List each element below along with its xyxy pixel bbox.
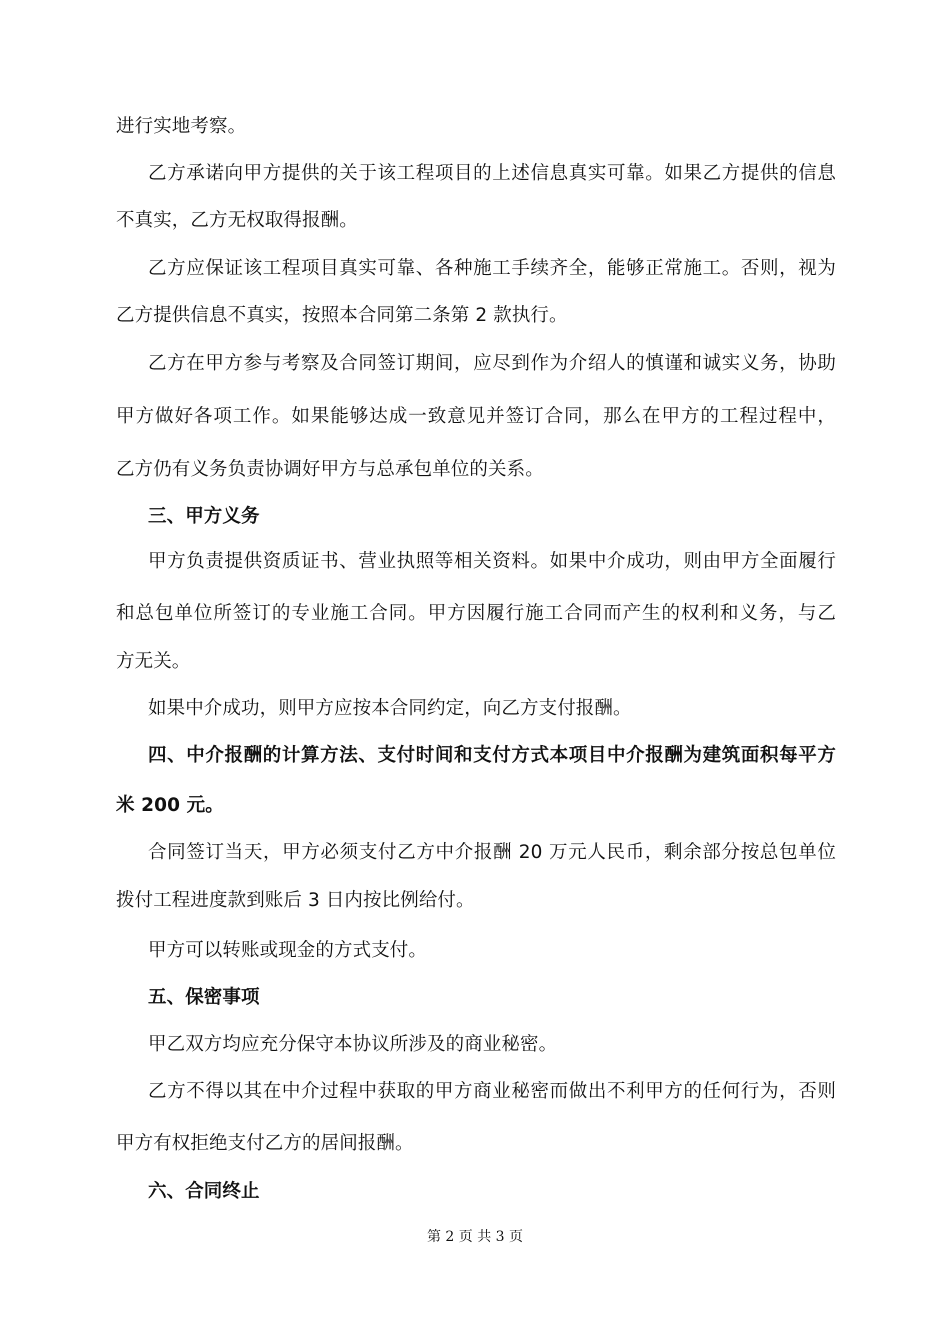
paragraph-line: 乙方在甲方参与考察及合同签订期间，应尽到作为介绍人的慎谨和诚实义务，协助 (148, 353, 836, 374)
paragraph-line: 方无关。 (116, 651, 191, 672)
paragraph-line: 乙方不得以其在中介过程中获取的甲方商业秘密而做出不利甲方的任何行为，否则 (148, 1081, 836, 1102)
paragraph-line: 乙方应保证该工程项目真实可靠、各种施工手续齐全，能够正常施工。否则，视为 (148, 258, 836, 279)
paragraph-line: 乙方仍有义务负责协调好甲方与总承包单位的关系。 (116, 459, 544, 480)
paragraph-line: 如果中介成功，则甲方应按本合同约定，向乙方支付报酬。 (148, 698, 632, 719)
paragraph-line: 乙方提供信息不真实，按照本合同第二条第 2 款执行。 (116, 305, 568, 326)
paragraph-line: 甲乙双方均应充分保守本协议所涉及的商业秘密。 (148, 1034, 558, 1055)
paragraph-line: 合同签订当天，甲方必须支付乙方中介报酬 20 万元人民币，剩余部分按总包单位 (148, 842, 836, 863)
paragraph-line: 甲方负责提供资质证书、营业执照等相关资料。如果中介成功，则由甲方全面履行 (148, 551, 836, 572)
paragraph-line: 甲方可以转账或现金的方式支付。 (148, 940, 428, 961)
page-number-footer: 第 2 页 共 3 页 (426, 1229, 524, 1245)
section-heading: 五、保密事项 (148, 987, 260, 1008)
paragraph-line: 和总包单位所签订的专业施工合同。甲方因履行施工合同而产生的权利和义务，与乙 (116, 603, 836, 624)
paragraph-line: 进行实地考察。 (116, 116, 247, 137)
paragraph-line: 不真实，乙方无权取得报酬。 (116, 210, 358, 231)
paragraph-line: 甲方有权拒绝支付乙方的居间报酬。 (116, 1133, 414, 1154)
section-heading: 三、甲方义务 (148, 506, 260, 527)
section-heading: 四、中介报酬的计算方法、支付时间和支付方式本项目中介报酬为建筑面积每平方 (148, 745, 836, 766)
paragraph-line: 拨付工程进度款到账后 3 日内按比例给付。 (116, 890, 475, 911)
section-heading: 米 200 元。 (116, 795, 224, 816)
paragraph-line: 乙方承诺向甲方提供的关于该工程项目的上述信息真实可靠。如果乙方提供的信息 (148, 163, 836, 184)
section-heading: 六、合同终止 (148, 1181, 260, 1202)
paragraph-line: 甲方做好各项工作。如果能够达成一致意见并签订合同，那么在甲方的工程过程中， (116, 406, 836, 427)
